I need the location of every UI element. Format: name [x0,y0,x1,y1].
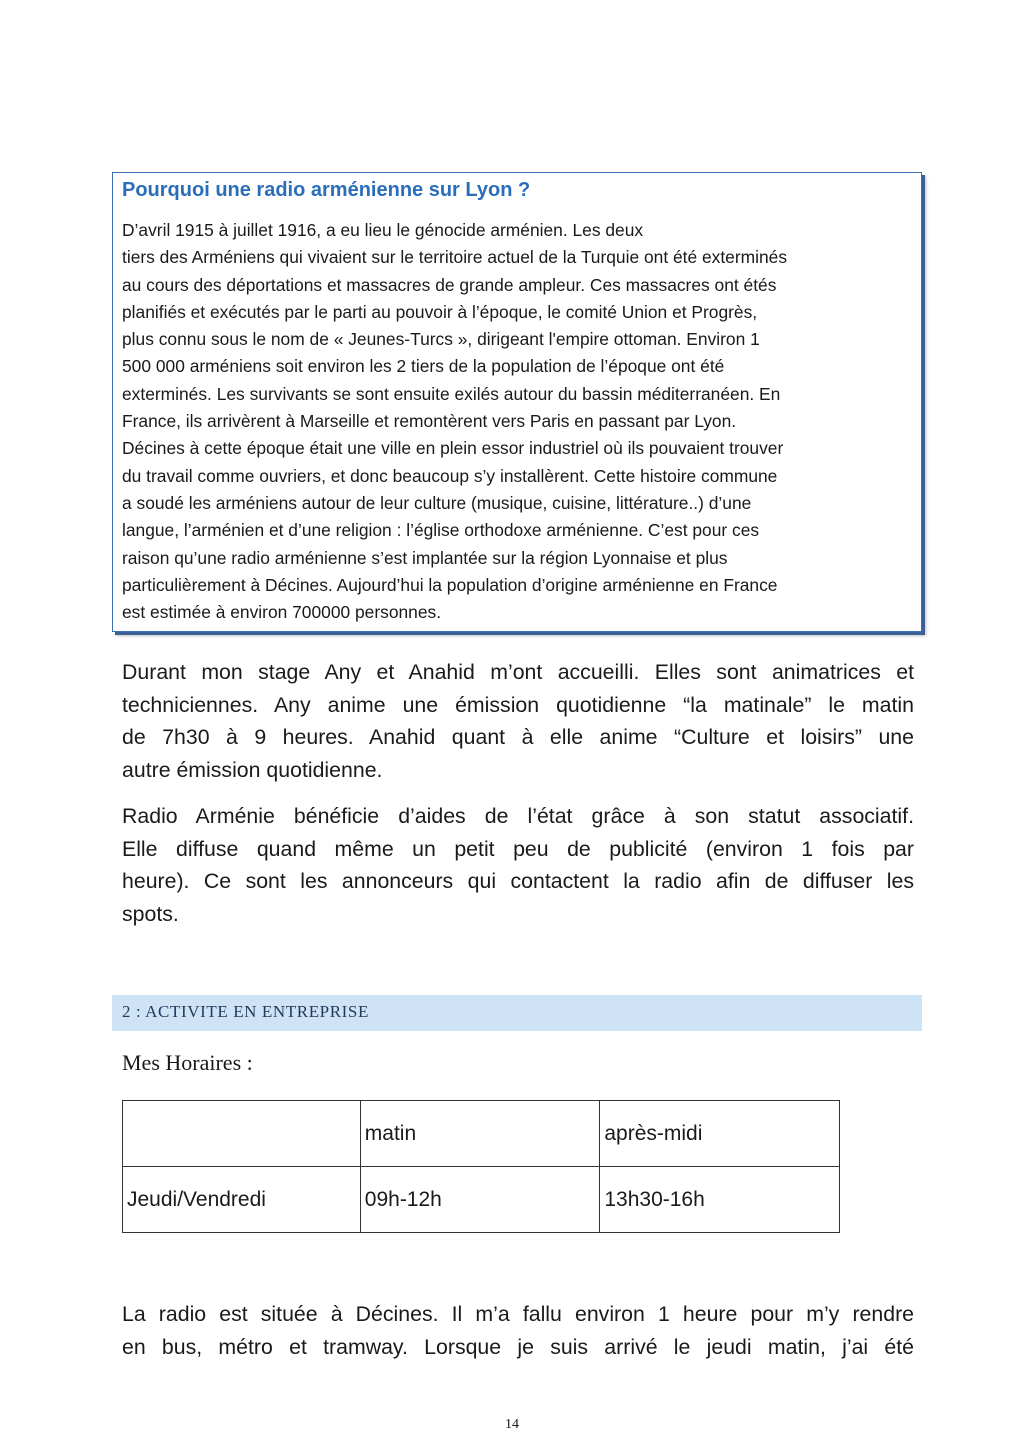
paragraph-line: Radio Arménie bénéficie d’aides de l’état grâce à son statut associatif. [122,804,914,828]
box-line: raison qu’une radio arménienne s’est implantée sur la région Lyonnaise et plus [122,547,728,568]
box-line: du travail comme ouvriers, et donc beaucoup s’y installèrent. Cette histoire commune [122,465,778,486]
table-cell: Jeudi/Vendredi [123,1167,361,1233]
paragraph-line: techniciennes. Any anime une émission quotidienne “la matinale” le matin [122,692,914,717]
paragraph-funding [122,800,914,930]
table-cell: 13h30-16h [600,1167,840,1233]
paragraph-line: heure). Ce sont les annonceurs qui contactent la radio afin de diffuser les [122,869,914,894]
box-line: a soudé les arméniens autour de leur culture (musique, cuisine, littérature..) d’une [122,492,752,513]
box-line: tiers des Arméniens qui vivaient sur le territoire actuel de la Turquie ont été exterminés [122,247,788,268]
box-line: particulièrement à Décines. Aujourd’hui la population d’origine arménienne en France [122,574,778,595]
box-title: Pourquoi une radio arménienne sur Lyon ? [122,179,531,201]
box-line: exterminés. Les survivants se sont ensuite exilés autour du bassin méditerranéen. En [122,383,781,404]
table-cell: après-midi [600,1101,840,1167]
table-cell: matin [360,1101,600,1167]
paragraph-line: Elle diffuse quand même un petit peu de publicité (environ 1 fois par [122,836,914,861]
paragraph-line: La radio est située à Décines. Il m’a fallu environ 1 heure pour m’y rendre [122,1302,914,1326]
box-line: planifiés et exécutés par le parti au pouvoir à l’époque, le comité Union et Progrès, [122,301,758,322]
paragraph-line: Durant mon stage Any et Anahid m’ont accueilli. Elles sont animatrices et [122,660,914,684]
schedule-table [122,1100,840,1233]
paragraph-line: spots. [122,901,179,926]
section-heading: 2 : ACTIVITE EN ENTREPRISE [112,995,922,1031]
table-row [123,1167,840,1233]
table-cell: 09h-12h [360,1167,600,1233]
box-line: France, ils arrivèrent à Marseille et remontèrent vers Paris en passant par Lyon. [122,411,737,432]
paragraph-staff [122,656,914,786]
box-line: est estimée à environ 700000 personnes. [122,602,442,623]
info-box [112,172,922,632]
schedule-subheading: Mes Horaires : [122,1050,253,1075]
table-header-row [123,1101,840,1167]
box-line: 500 000 arméniens soit environ les 2 tiers de la population de l’époque ont été [122,356,725,377]
box-line: Décines à cette époque était une ville en plein essor industriel où ils pouvaient trouver [122,438,784,459]
paragraph-line: autre émission quotidienne. [122,757,383,782]
page-number: 14 [505,1417,519,1432]
box-line: langue, l’arménien et d’une religion : l’église orthodoxe arménienne. C’est pour ces [122,520,760,541]
box-line: D’avril 1915 à juillet 1916, a eu lieu le génocide arménien. Les deux [122,220,644,240]
paragraph-location [122,1298,914,1363]
box-line: plus connu sous le nom de « Jeunes-Turcs », dirigeant l'empire ottoman. Environ 1 [122,329,760,350]
table-cell [123,1101,361,1167]
paragraph-line: de 7h30 à 9 heures. Anahid quant à elle anime “Culture et loisirs” une [122,725,914,750]
paragraph-line: en bus, métro et tramway. Lorsque je suis arrivé le jeudi matin, j’ai été [122,1334,914,1359]
box-line: au cours des déportations et massacres de grande ampleur. Ces massacres ont étés [122,274,777,295]
box-body [122,217,913,626]
